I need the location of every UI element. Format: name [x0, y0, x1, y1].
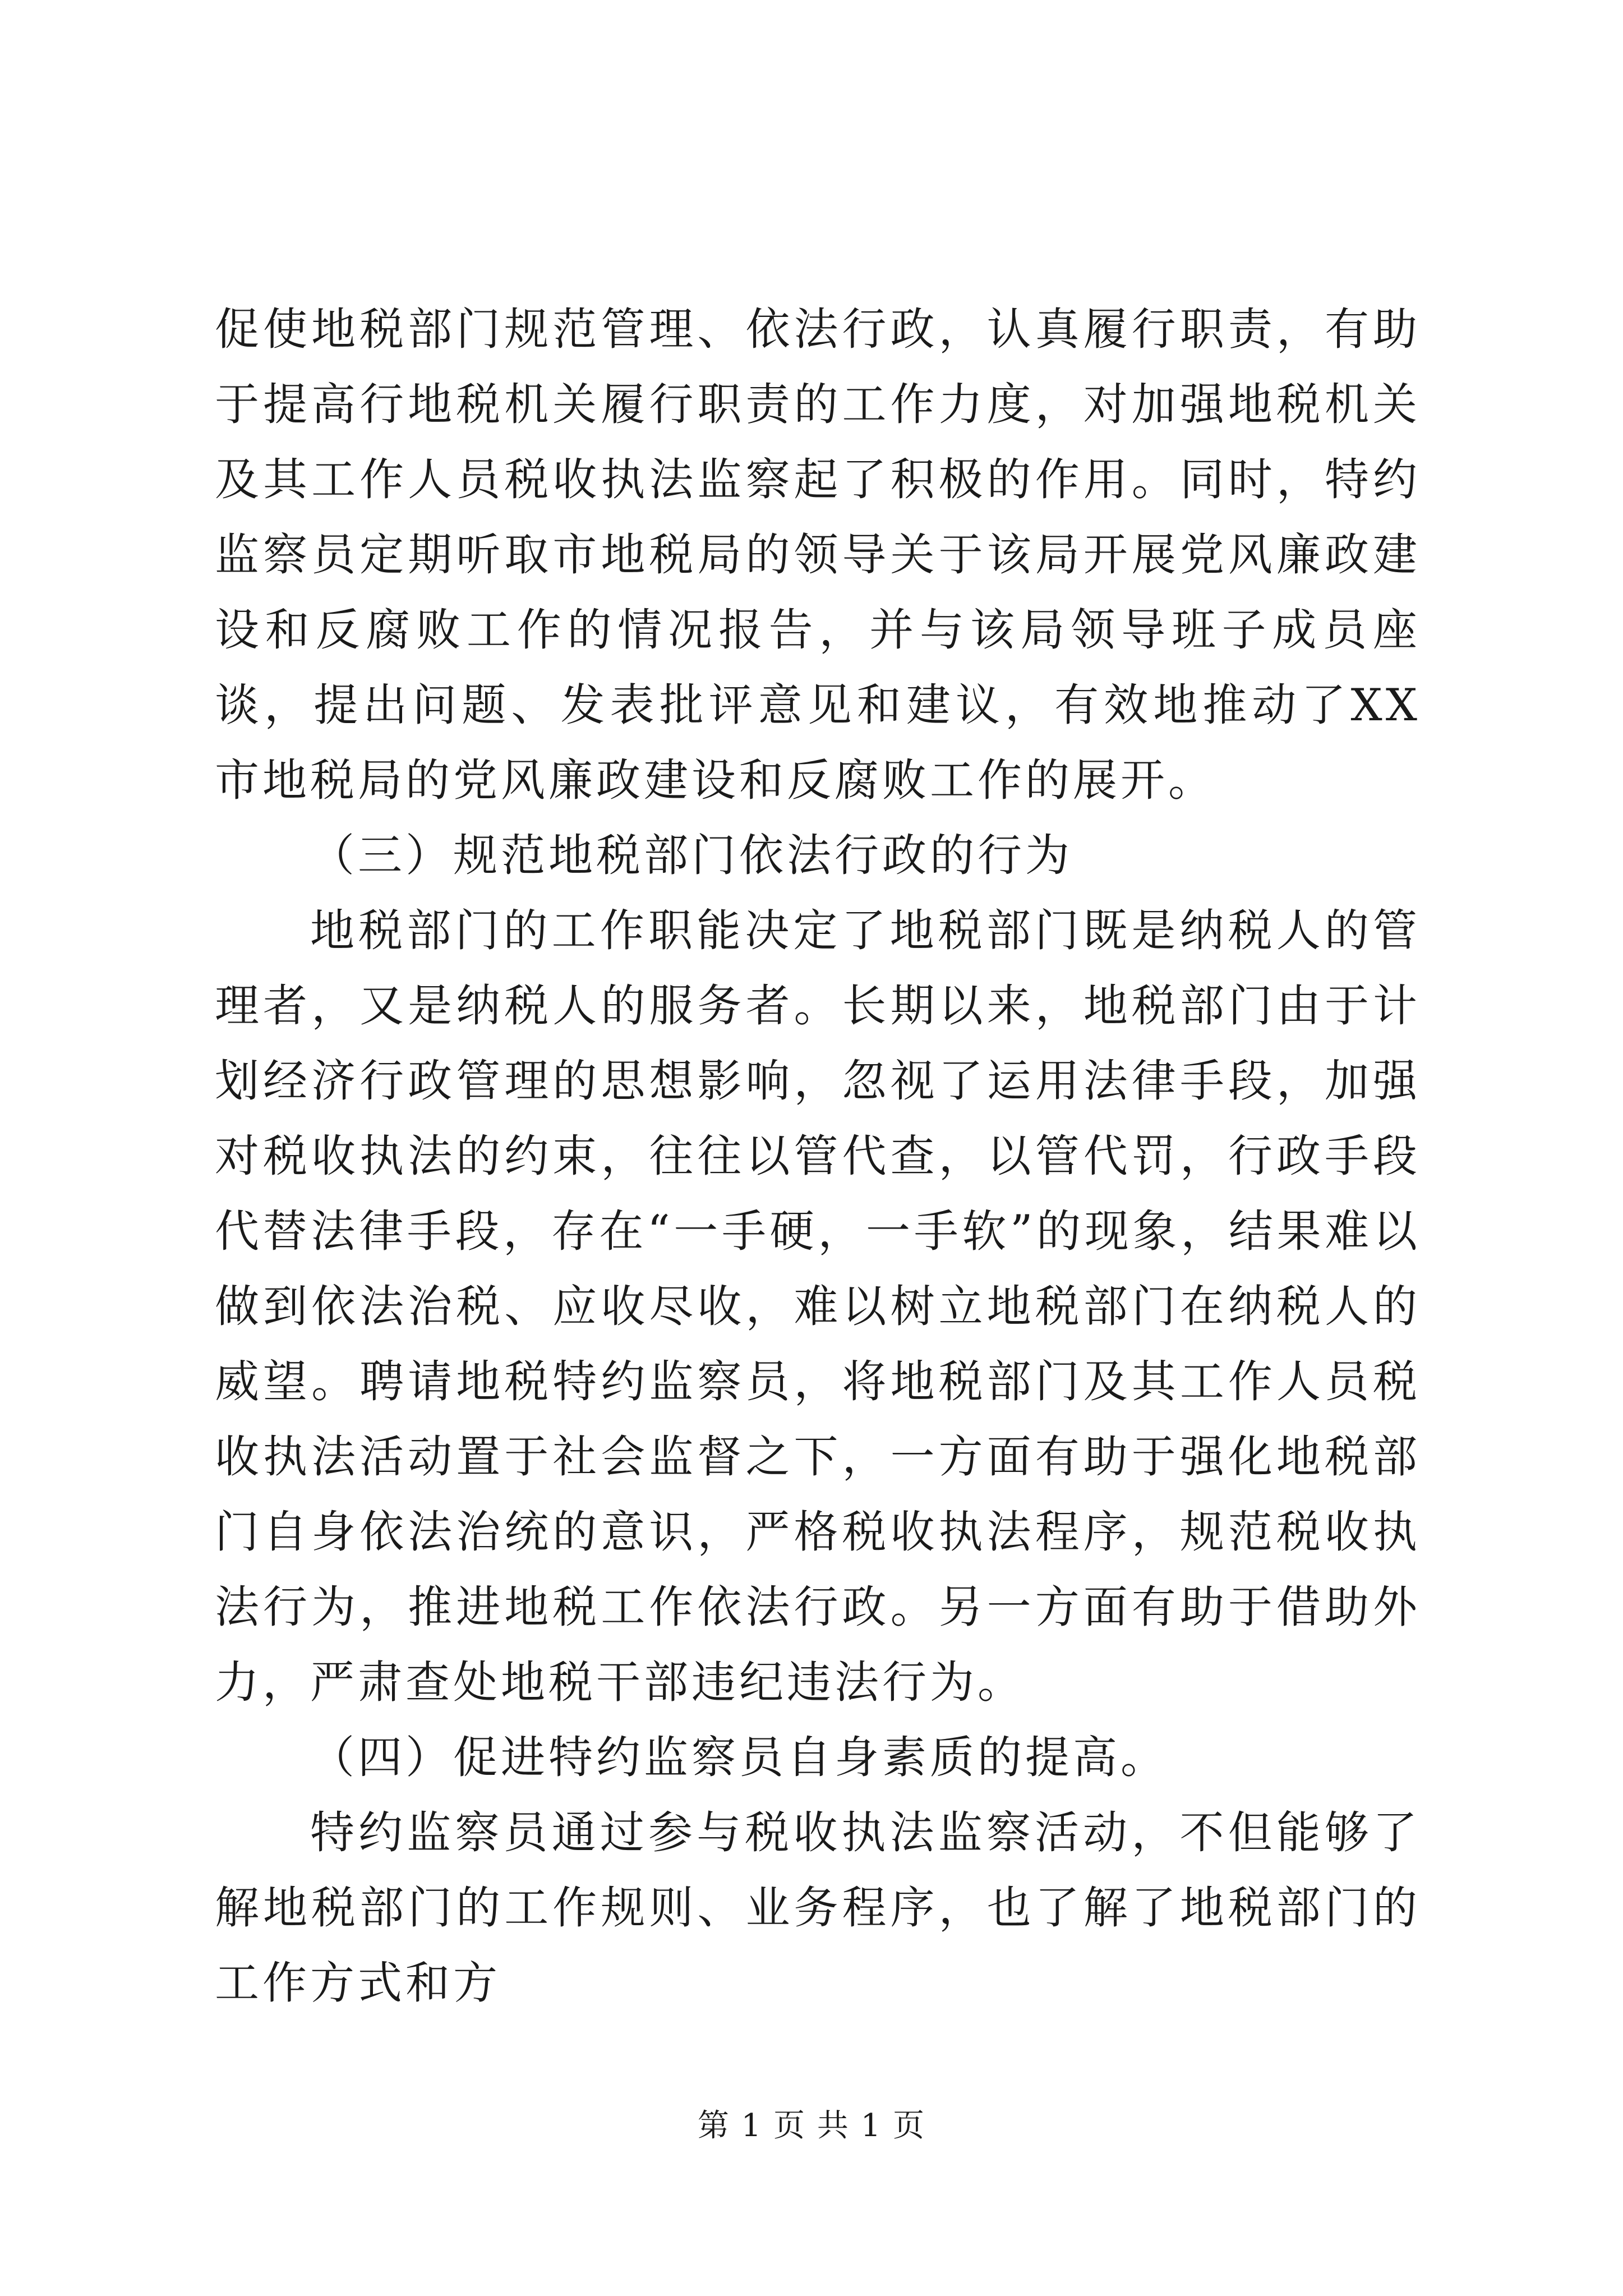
section-heading-three: （三）规范地税部门依法行政的行为 [310, 830, 1073, 881]
document-body [215, 292, 1421, 2021]
paragraph-continuation: 促使地税部门规范管理、依法行政，认真履行职责，有助于提高行地税机关履行职责的工作力度，对加强地税机关及其工作人员税收执法监察起了积极的作用。同时，特约监察员定期听取市地税局的领导关于该局开展党风廉政建设和反腐败工作的情况报告，并与该局领导班子成员座谈，提出问题、发表批评意见和建议，有效地推动了XX市地税局的党风廉政建设和反腐败工作的展开。 [215, 303, 1421, 806]
section-heading-four: （四）促进特约监察员自身素质的提高。 [310, 1732, 1168, 1783]
page-footer: 第 1 页 共 1 页 [697, 2108, 926, 2144]
paragraph-section-three: 地税部门的工作职能决定了地税部门既是纳税人的管理者，又是纳税人的服务者。长期以来，地税部门由于计划经济行政管理的思想影响，忽视了运用法律手段，加强对税收执法的约束，往往以管代查，以管代罚，行政手段代替法律手段，存在“一手硬，一手软”的现象，结果难以做到依法治税、应收尽收，难以树立地税部门在纳税人的威望。聘请地税特约监察员，将地税部门及其工作人员税收执法活动置于社会监督之下，一方面有助于强化地税部门自身依法治统的意识，严格税收执法程序，规范税收执法行为，推进地税工作依法行政。另一方面有助于借助外力，严肃查处地税干部违纪违法行为。 [215, 905, 1421, 1708]
paragraph-section-four: 特约监察员通过参与税收执法监察活动，不但能够了解地税部门的工作规则、业务程序，也了解了地税部门的工作方式和方 [215, 1807, 1421, 2009]
